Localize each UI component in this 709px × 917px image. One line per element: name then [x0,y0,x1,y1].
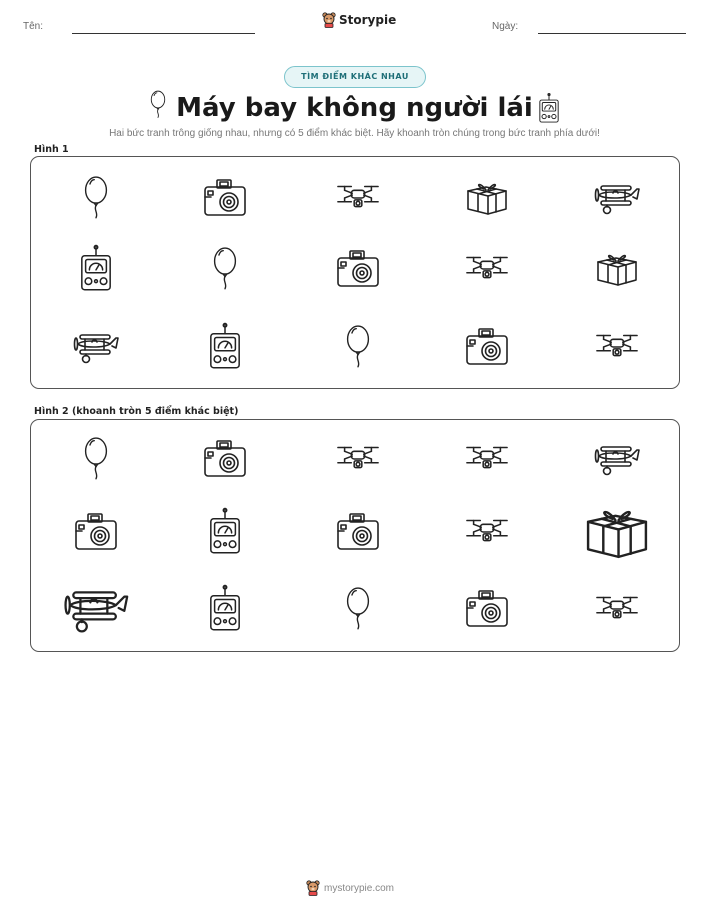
brand-name: Storypie [339,13,397,27]
drone-icon[interactable] [336,441,380,475]
camera-icon[interactable] [465,587,509,629]
drone-icon[interactable] [595,591,639,625]
camera-icon[interactable] [74,510,118,552]
balloon-icon[interactable] [83,173,109,221]
remote-control-icon[interactable] [208,321,242,371]
camera-icon[interactable] [465,325,509,367]
drone-icon[interactable] [336,180,380,214]
picture1-label: Hình 1 [34,144,69,155]
remote-control-icon[interactable] [208,583,242,633]
balloon-icon[interactable] [212,244,238,292]
balloon-icon[interactable] [345,322,371,370]
gift-box-icon[interactable] [582,500,652,562]
date-label: Ngày: [492,21,519,32]
balloon-icon[interactable] [345,584,371,632]
brand-logo [322,12,396,28]
gift-box-icon[interactable] [593,248,641,288]
date-line[interactable] [538,33,686,34]
balloon-icon[interactable] [83,434,109,482]
biplane-icon[interactable] [593,176,641,218]
remote-control-icon [538,92,560,124]
page-title: Máy bay không người lái [176,93,533,123]
gift-box-icon[interactable] [463,177,511,217]
biplane-icon[interactable] [593,437,641,479]
bear-mascot-icon [306,880,320,896]
biplane-icon[interactable] [62,579,130,637]
footer-site[interactable]: mystorypie.com [324,882,395,894]
name-label: Tên: [23,21,44,32]
bear-mascot-icon [322,12,336,28]
biplane-icon[interactable] [72,325,120,367]
camera-icon[interactable] [203,176,247,218]
remote-control-icon[interactable] [208,506,242,556]
drone-icon[interactable] [465,514,509,548]
camera-icon[interactable] [336,247,380,289]
camera-icon[interactable] [336,510,380,552]
drone-icon[interactable] [595,329,639,363]
remote-control-icon[interactable] [79,243,113,293]
activity-tag: TÌM ĐIỂM KHÁC NHAU [284,66,426,88]
footer [306,880,394,896]
picture2-label: Hình 2 (khoanh tròn 5 điểm khác biệt) [34,406,239,417]
name-line[interactable] [72,33,255,34]
drone-icon[interactable] [465,251,509,285]
drone-icon[interactable] [465,441,509,475]
camera-icon[interactable] [203,437,247,479]
instructions: Hai bức tranh trông giống nhau, nhưng có 5 điểm khác biệt. Hãy khoanh tròn chúng trong bức tranh phía dưới! [109,128,600,139]
